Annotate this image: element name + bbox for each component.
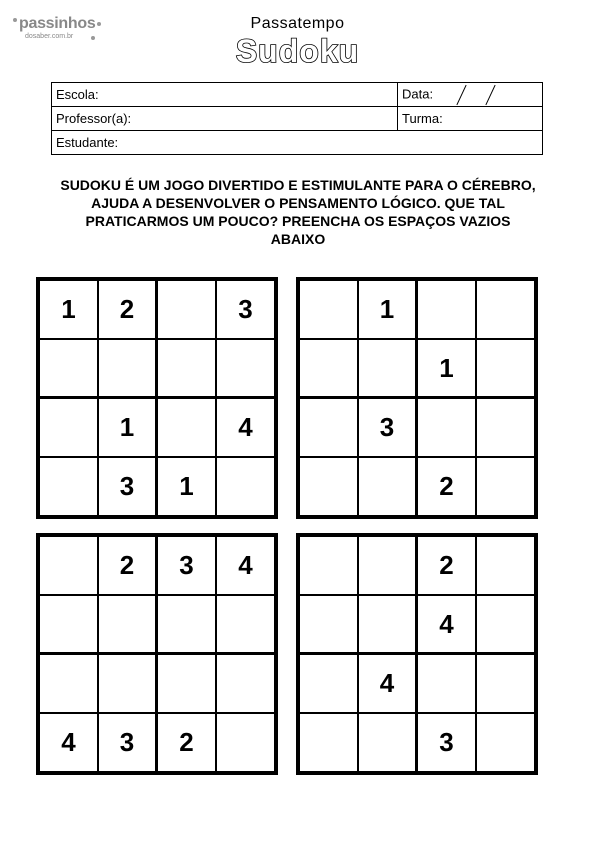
sudoku-cell[interactable]: [476, 339, 535, 398]
sudoku-grid-1: [36, 277, 278, 519]
date-separator: [456, 84, 466, 104]
class-label: Turma:: [402, 111, 443, 126]
sudoku-cell[interactable]: [39, 398, 98, 457]
sudoku-cell[interactable]: [157, 280, 216, 339]
sudoku-cell[interactable]: [157, 654, 216, 713]
sudoku-cell[interactable]: [299, 595, 358, 654]
sudoku-cell[interactable]: [216, 654, 275, 713]
sudoku-cell[interactable]: [476, 398, 535, 457]
date-field[interactable]: [398, 83, 543, 107]
sudoku-cell[interactable]: [417, 280, 476, 339]
sudoku-grid-4: [296, 533, 538, 775]
sudoku-cell[interactable]: 4: [216, 398, 275, 457]
sudoku-cell[interactable]: [39, 536, 98, 595]
sudoku-cell[interactable]: [476, 595, 535, 654]
sudoku-cell[interactable]: [39, 339, 98, 398]
sudoku-cell[interactable]: [98, 339, 157, 398]
sudoku-cell[interactable]: 1: [39, 280, 98, 339]
sudoku-cell[interactable]: [358, 536, 417, 595]
class-field[interactable]: [398, 107, 543, 131]
teacher-field[interactable]: [52, 107, 398, 131]
sudoku-cell[interactable]: [299, 339, 358, 398]
sudoku-cell[interactable]: [417, 654, 476, 713]
sudoku-cell[interactable]: [476, 280, 535, 339]
sudoku-cell[interactable]: 4: [358, 654, 417, 713]
sudoku-cell[interactable]: [299, 536, 358, 595]
sudoku-cell[interactable]: [98, 654, 157, 713]
student-field[interactable]: [52, 131, 543, 155]
sudoku-cell[interactable]: [476, 713, 535, 772]
sudoku-cell[interactable]: [98, 595, 157, 654]
student-label: Estudante:: [56, 135, 119, 150]
sudoku-cell[interactable]: 3: [157, 536, 216, 595]
sudoku-cell[interactable]: [358, 595, 417, 654]
sudoku-cell[interactable]: [299, 457, 358, 516]
school-field[interactable]: [52, 83, 398, 107]
sudoku-cell[interactable]: [476, 457, 535, 516]
sudoku-cell[interactable]: [417, 398, 476, 457]
teacher-label: Professor(a):: [56, 111, 132, 126]
sudoku-cell[interactable]: 1: [157, 457, 216, 516]
sudoku-cell[interactable]: [299, 398, 358, 457]
sudoku-cell[interactable]: 2: [98, 280, 157, 339]
sudoku-cell[interactable]: [216, 595, 275, 654]
sudoku-cell[interactable]: [157, 398, 216, 457]
sudoku-cell[interactable]: 1: [98, 398, 157, 457]
sudoku-cell[interactable]: 1: [358, 280, 417, 339]
date-label: Data:: [402, 85, 434, 101]
sudoku-cell[interactable]: 3: [98, 457, 157, 516]
sudoku-grid-2: [296, 277, 538, 519]
logo-site: dosaber.com.br: [25, 33, 74, 40]
student-info-form: [51, 82, 543, 155]
sudoku-cell[interactable]: [216, 713, 275, 772]
sudoku-cell[interactable]: [157, 339, 216, 398]
page-subtitle: Passatempo: [250, 15, 345, 32]
sudoku-cell[interactable]: [39, 595, 98, 654]
sudoku-cell[interactable]: [39, 457, 98, 516]
sudoku-cell[interactable]: [358, 713, 417, 772]
sudoku-cell[interactable]: 3: [216, 280, 275, 339]
sudoku-cell[interactable]: [476, 536, 535, 595]
sudoku-cell[interactable]: 1: [417, 339, 476, 398]
page-title: Sudoku: [235, 33, 360, 69]
sudoku-cell[interactable]: 2: [98, 536, 157, 595]
sudoku-cell[interactable]: [299, 713, 358, 772]
sudoku-cell[interactable]: [358, 457, 417, 516]
sudoku-cell[interactable]: [216, 339, 275, 398]
sudoku-cell[interactable]: 3: [417, 713, 476, 772]
sudoku-cell[interactable]: [157, 595, 216, 654]
sudoku-cell[interactable]: [216, 457, 275, 516]
date-separator: [485, 84, 495, 104]
sudoku-cell[interactable]: [476, 654, 535, 713]
sudoku-grid-3: [36, 533, 278, 775]
sudoku-cell[interactable]: 2: [417, 536, 476, 595]
sudoku-cell[interactable]: [299, 654, 358, 713]
sudoku-cell[interactable]: [299, 280, 358, 339]
sudoku-cell[interactable]: 4: [417, 595, 476, 654]
sudoku-cell[interactable]: 3: [358, 398, 417, 457]
school-label: Escola:: [56, 87, 99, 102]
instructions-text: SUDOKU É UM JOGO DIVERTIDO E ESTIMULANTE PARA O CÉREBRO, AJUDA A DESENVOLVER O PENSAMENTO LÓGICO. QUE TAL PRATICARMOS UM POUCO? PREENCHA OS ESPAÇOS VAZIOS ABAIXO: [60, 177, 536, 247]
sudoku-cell[interactable]: [39, 654, 98, 713]
sudoku-cell[interactable]: 4: [216, 536, 275, 595]
sudoku-cell[interactable]: 3: [98, 713, 157, 772]
sudoku-cell[interactable]: 2: [417, 457, 476, 516]
sudoku-cell[interactable]: 2: [157, 713, 216, 772]
logo-brand: passinhos: [19, 15, 96, 32]
sudoku-cell[interactable]: [358, 339, 417, 398]
sudoku-cell[interactable]: 4: [39, 713, 98, 772]
